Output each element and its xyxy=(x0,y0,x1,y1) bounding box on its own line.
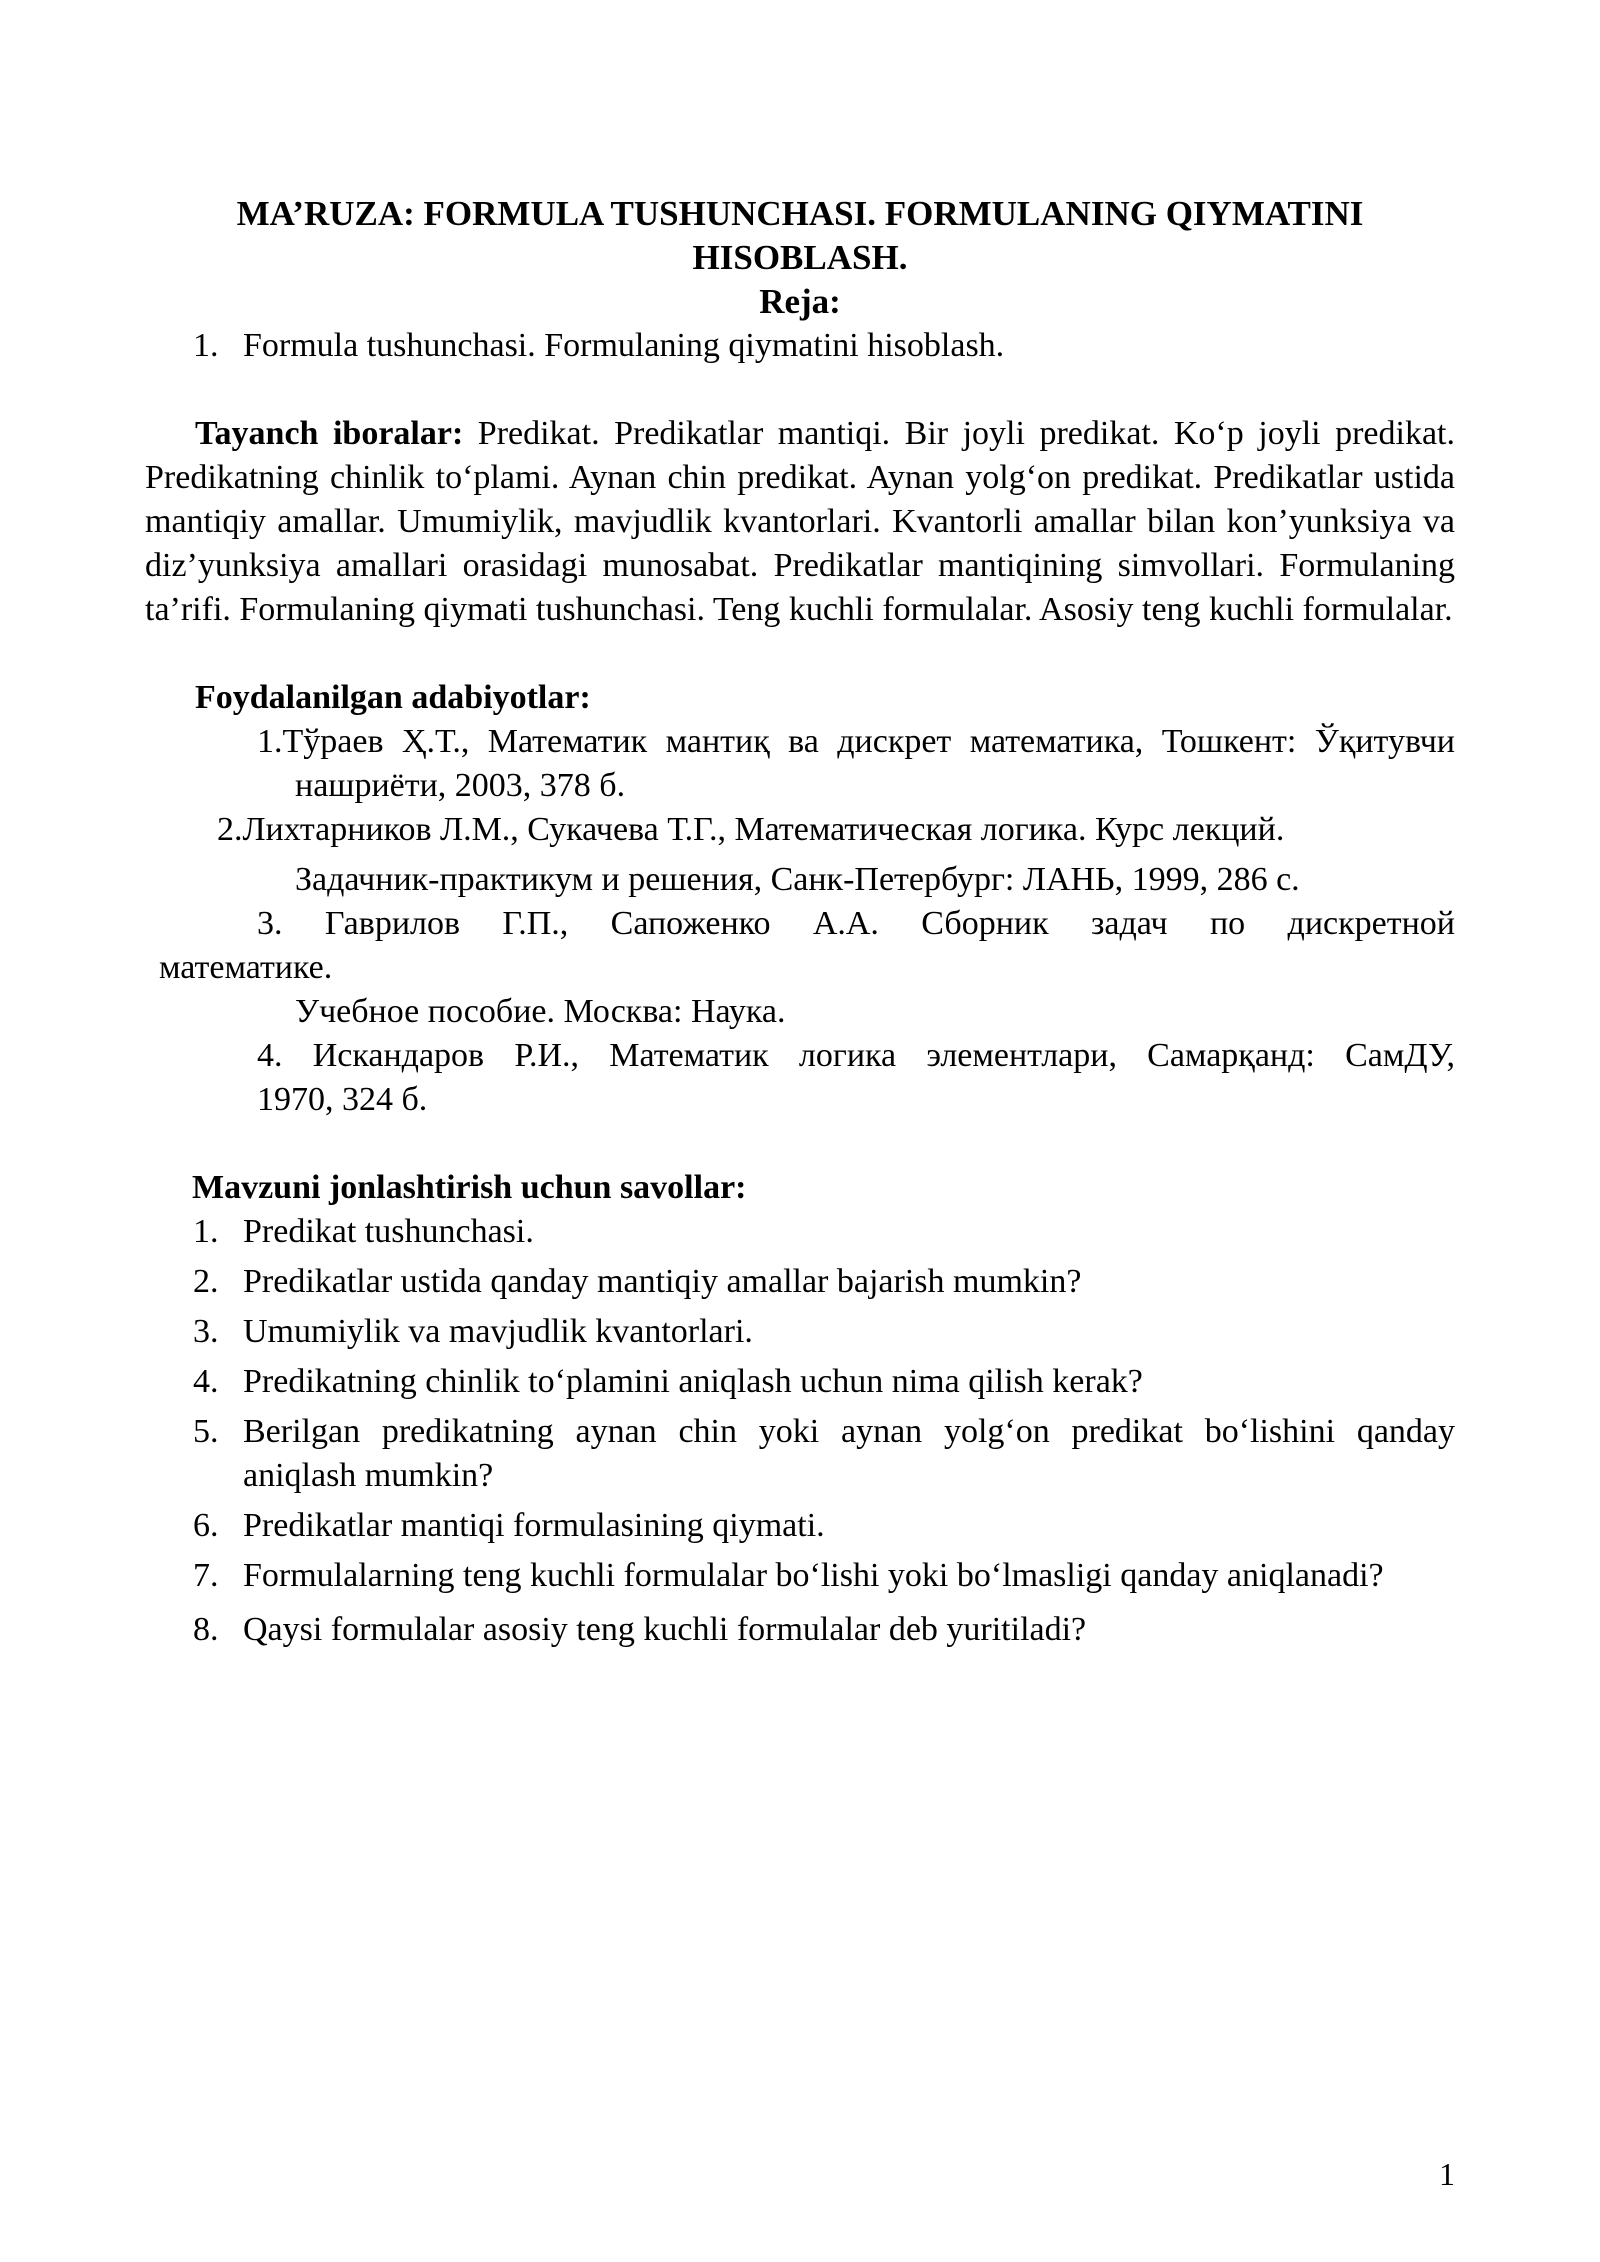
title-line-2: HISOBLASH. xyxy=(692,238,908,277)
keywords-text: Predikat. Predikatlar mantiqi. Bir joyli predikat. Ko‘p joyli predikat. Predikatning chinlik to‘plami. Aynan chin predikat. Aynan yolg‘on predikat. Predikatlar ustida mantiqiy amallar. Umumiylik, mavjudlik kvantorlari. Kvantorli amallar bilan kon’yunksiya va diz’yunksiya amallari orasidagi munosabat. Predikatlar mantiqining simvollari. Formulaning ta’rifi. Formulaning qiymati tushunchasi. Teng kuchli formulalar. Asosiy teng kuchli formulalar. xyxy=(145,415,1455,628)
reference-line: Задачник-практикум и решения, Санк-Петербург: ЛАНЬ, 1999, 286 с. xyxy=(295,861,1300,898)
page-number: 1 xyxy=(1439,2156,1455,2192)
plan-list xyxy=(145,324,1455,368)
plan-item-text: Formula tushunchasi. Formulaning qiymatini hisoblash. xyxy=(243,327,1005,364)
reference-line: 4. Искандаров Р.И., Математик логика элементлари, Самарқанд: СамДУ, xyxy=(257,1037,1455,1074)
question-number: 7. xyxy=(193,1557,219,1594)
question-item xyxy=(145,1360,1455,1404)
plan-heading: Reja: xyxy=(759,282,841,321)
question-number: 1. xyxy=(193,1213,219,1250)
reference-line: математике. xyxy=(159,949,333,986)
question-number: 5. xyxy=(193,1413,219,1450)
question-item xyxy=(145,1260,1455,1304)
reference-line: нашриёти, 2003, 378 б. xyxy=(295,767,626,804)
question-item xyxy=(145,1410,1455,1498)
question-text: Qaysi formulalar asosiy teng kuchli formulalar deb yuritiladi? xyxy=(243,1611,1087,1648)
keywords-label: Tayanch iboralar: xyxy=(195,415,464,452)
question-number: 4. xyxy=(193,1363,219,1400)
question-item xyxy=(145,1608,1455,1652)
question-text: Berilgan predikatning aynan chin yoki aynan yolg‘on predikat bo‘lishini qanday aniqlash mumkin? xyxy=(243,1413,1455,1494)
question-text: Predikatlar mantiqi formulasining qiymati. xyxy=(243,1507,825,1544)
references-heading: Foydalanilgan adabiyotlar: xyxy=(195,679,591,716)
document-title xyxy=(145,192,1455,280)
references-list xyxy=(145,720,1455,1122)
question-item xyxy=(145,1310,1455,1354)
question-text: Formulalarning teng kuchli formulalar bo‘lishi yoki bo‘lmasligi qanday aniqlanadi? xyxy=(243,1557,1384,1594)
reference-line: 3. Гаврилов Г.П., Сапоженко А.А. Сборник задач по дискретной xyxy=(257,905,1455,942)
question-number: 6. xyxy=(193,1507,219,1544)
question-text: Predikatning chinlik to‘plamini aniqlash uchun nima qilish kerak? xyxy=(243,1363,1143,1400)
question-text: Umumiylik va mavjudlik kvantorlari. xyxy=(243,1313,753,1350)
reference-line: 2.Лихтарников Л.М., Сукачева Т.Г., Математическая логика. Курс лекций. xyxy=(217,811,1285,848)
question-number: 8. xyxy=(193,1611,219,1648)
question-number: 2. xyxy=(193,1263,219,1300)
questions-heading: Mavzuni jonlashtirish uchun savollar: xyxy=(192,1169,747,1206)
questions-list xyxy=(145,1210,1455,1652)
plan-item xyxy=(145,324,1455,368)
reference-line: 1970, 324 б. xyxy=(257,1081,428,1118)
plan-item-number: 1. xyxy=(193,327,219,364)
reference-line: Учебное пособие. Москва: Наука. xyxy=(295,993,786,1030)
question-item xyxy=(145,1504,1455,1548)
question-text: Predikatlar ustida qanday mantiqiy amallar bajarish mumkin? xyxy=(243,1263,1082,1300)
question-text: Predikat tushunchasi. xyxy=(243,1213,534,1250)
page-content xyxy=(145,192,1455,1658)
reference-line: 1.Тўраев Ҳ.Т., Математик мантиқ ва дискрет математика, Тошкент: Ўқитувчи xyxy=(257,723,1455,760)
question-item xyxy=(145,1210,1455,1254)
keywords-paragraph xyxy=(145,412,1455,632)
question-number: 3. xyxy=(193,1313,219,1350)
question-item xyxy=(145,1554,1455,1598)
title-line-1: MA’RUZA: FORMULA TUSHUNCHASI. FORMULANING QIYMATINI xyxy=(236,194,1364,233)
